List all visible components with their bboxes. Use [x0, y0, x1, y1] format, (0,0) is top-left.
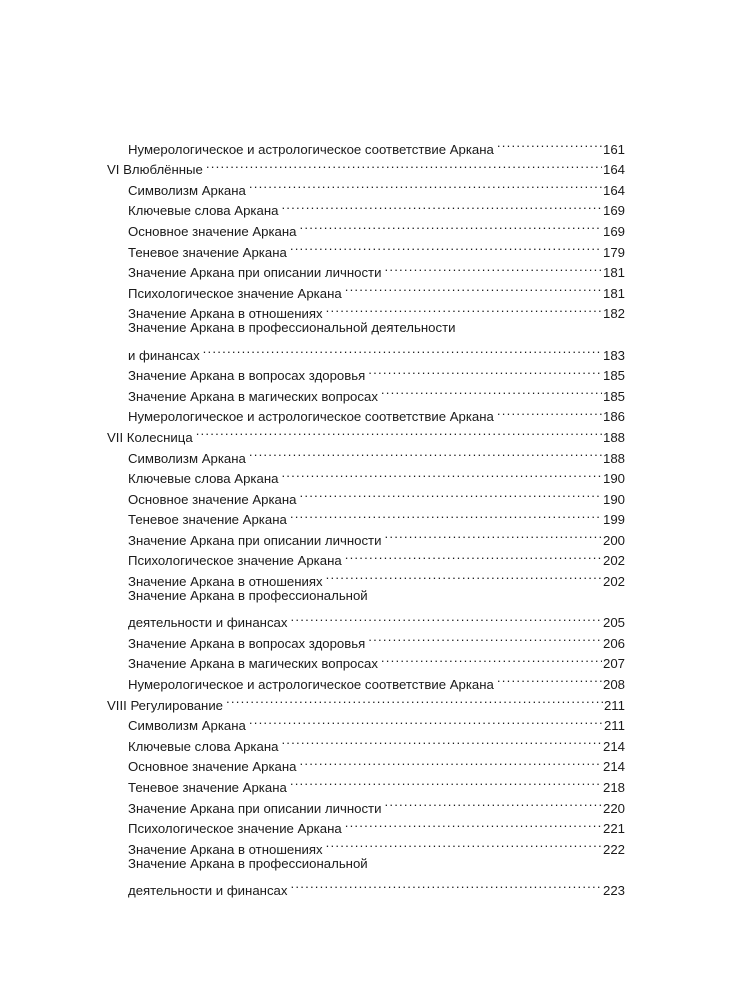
toc-entry-title: Психологическое значение Аркана	[128, 821, 342, 837]
toc-dot-leader	[345, 545, 602, 566]
toc-dot-leader	[326, 298, 602, 319]
toc-entry-title: Ключевые слова Аркана	[128, 203, 279, 219]
toc-entry-page-number: 179	[602, 244, 625, 260]
toc-entry-title: VI Влюблённые	[107, 162, 203, 178]
toc-entry-title: Значение Аркана в магических вопросах	[128, 656, 378, 672]
toc-entry-title: VII Колесница	[107, 429, 193, 445]
toc-entry-page-number: 220	[602, 800, 625, 816]
toc-dot-leader	[299, 751, 602, 772]
toc-dot-leader	[299, 215, 602, 236]
toc-section-entry[interactable]	[107, 318, 625, 339]
toc-entry-page-number: 188	[602, 429, 625, 445]
toc-section-entry[interactable]	[107, 874, 625, 898]
toc-entry-page-number: 221	[602, 821, 625, 837]
toc-entry-page-number: 182	[602, 306, 625, 322]
toc-dot-leader	[497, 401, 602, 422]
toc-entry-title: Значение Аркана в отношениях	[128, 306, 323, 322]
toc-entry-title: Психологическое значение Аркана	[128, 553, 342, 569]
toc-entry-page-number: 181	[602, 285, 625, 301]
toc-section-entry[interactable]	[107, 607, 625, 631]
toc-entry-page-number: 214	[602, 738, 625, 754]
toc-section-entry[interactable]	[107, 133, 625, 157]
toc-dot-leader	[290, 771, 602, 792]
toc-dot-leader	[206, 154, 602, 175]
toc-entry-page-number: 183	[602, 347, 625, 363]
toc-entry-title: Символизм Аркана	[128, 718, 246, 734]
toc-dot-leader	[290, 236, 602, 257]
toc-entry-page-number: 186	[602, 409, 625, 425]
toc-dot-leader	[281, 463, 602, 484]
toc-dot-leader	[281, 195, 602, 216]
toc-entry-title: деятельности и финансах	[128, 615, 288, 631]
toc-entry-title: Нумерологическое и астрологическое соответствие Аркана	[128, 677, 494, 693]
toc-entry-title: и финансах	[128, 347, 200, 363]
toc-dot-leader	[226, 689, 603, 710]
toc-dot-leader	[384, 792, 602, 813]
table-of-contents	[107, 133, 625, 898]
toc-entry-title: Нумерологическое и астрологическое соответствие Аркана	[128, 141, 494, 157]
toc-entry-title: Теневое значение Аркана	[128, 780, 287, 795]
toc-entry-page-number: 202	[602, 553, 625, 569]
toc-entry-page-number: 206	[602, 635, 625, 651]
toc-entry-page-number: 169	[602, 203, 625, 219]
toc-dot-leader	[497, 133, 602, 154]
toc-dot-leader	[290, 504, 602, 525]
toc-section-entry[interactable]	[107, 586, 625, 607]
toc-entry-page-number: 185	[602, 388, 625, 404]
toc-entry-page-number: 223	[602, 882, 625, 898]
toc-entry-title: Значение Аркана в профессиональной	[128, 588, 368, 604]
toc-entry-title: Ключевые слова Аркана	[128, 738, 279, 754]
toc-entry-title: Основное значение Аркана	[128, 759, 297, 775]
toc-dot-leader	[249, 442, 602, 463]
toc-entry-page-number: 181	[602, 265, 625, 281]
toc-entry-title: Символизм Аркана	[128, 182, 246, 198]
toc-section-entry[interactable]	[107, 854, 625, 875]
toc-dot-leader	[384, 257, 602, 278]
toc-dot-leader	[290, 874, 602, 895]
toc-entry-title: Значение Аркана при описании личности	[128, 265, 382, 281]
toc-entry-title: Теневое значение Аркана	[128, 512, 287, 528]
toc-entry-title: Основное значение Аркана	[128, 223, 297, 239]
toc-entry-page-number: 161	[602, 141, 625, 157]
toc-entry-title: Ключевые слова Аркана	[128, 471, 279, 487]
toc-dot-leader	[326, 833, 602, 854]
toc-entry-title: Основное значение Аркана	[128, 491, 297, 507]
toc-dot-leader	[203, 339, 602, 360]
toc-entry-page-number: 164	[602, 182, 625, 198]
toc-entry-page-number: 164	[602, 162, 625, 178]
toc-entry-title: Символизм Аркана	[128, 450, 246, 466]
toc-entry-title: VIII Регулирование	[107, 697, 224, 713]
toc-entry-title: Значение Аркана в вопросах здоровья	[128, 635, 366, 651]
toc-dot-leader	[249, 710, 603, 731]
toc-dot-leader	[381, 648, 602, 669]
toc-dot-leader	[497, 668, 602, 689]
toc-dot-leader	[368, 627, 602, 648]
toc-entry-title: Значение Аркана в вопросах здоровья	[128, 368, 366, 384]
toc-entry-title: Нумерологическое и астрологическое соответствие Аркана	[128, 409, 494, 425]
toc-entry-page-number: 218	[602, 780, 625, 795]
toc-dot-leader	[290, 607, 602, 628]
toc-entry-page-number: 199	[602, 512, 625, 528]
toc-dot-leader	[326, 565, 602, 586]
toc-entry-title: Психологическое значение Аркана	[128, 285, 342, 301]
toc-entry-page-number: 200	[602, 532, 625, 548]
toc-dot-leader	[281, 730, 602, 751]
toc-entry-page-number: 208	[602, 677, 625, 693]
toc-dot-leader	[196, 421, 602, 442]
toc-entry-title: Значение Аркана при описании личности	[128, 800, 382, 816]
toc-entry-page-number: 205	[602, 615, 625, 631]
toc-entry-page-number: 222	[602, 841, 625, 857]
toc-entry-title: Значение Аркана в отношениях	[128, 574, 323, 590]
toc-entry-title: Значение Аркана в профессиональной деятельности	[128, 320, 456, 336]
toc-dot-leader	[368, 360, 602, 381]
toc-entry-page-number: 185	[602, 368, 625, 384]
toc-dot-leader	[345, 277, 602, 298]
toc-entry-page-number: 207	[602, 656, 625, 672]
toc-entry-title: Значение Аркана при описании личности	[128, 532, 382, 548]
toc-entry-page-number: 190	[602, 471, 625, 487]
toc-entry-title: Значение Аркана в отношениях	[128, 841, 323, 857]
toc-section-entry[interactable]	[107, 339, 625, 363]
toc-entry-page-number: 190	[602, 491, 625, 507]
toc-entry-page-number: 211	[603, 697, 625, 713]
toc-entry-page-number: 169	[602, 223, 625, 239]
toc-entry-title: Теневое значение Аркана	[128, 244, 287, 260]
toc-entry-page-number: 211	[603, 718, 625, 734]
toc-entry-page-number: 188	[602, 450, 625, 466]
toc-dot-leader	[345, 813, 602, 834]
toc-entry-title: Значение Аркана в магических вопросах	[128, 388, 378, 404]
toc-entry-title: деятельности и финансах	[128, 882, 288, 898]
toc-dot-leader	[384, 524, 602, 545]
toc-entry-page-number: 202	[602, 574, 625, 590]
toc-entry-page-number: 214	[602, 759, 625, 775]
toc-entry-title: Значение Аркана в профессиональной	[128, 855, 368, 871]
toc-dot-leader	[299, 483, 602, 504]
toc-dot-leader	[381, 380, 602, 401]
toc-dot-leader	[249, 174, 602, 195]
